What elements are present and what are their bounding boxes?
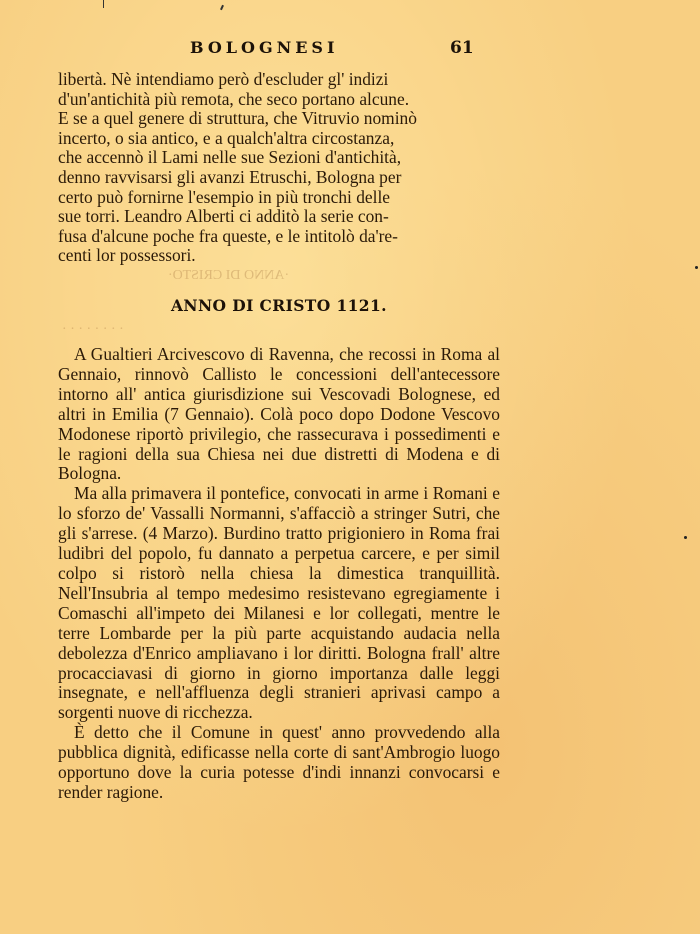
text-line: libertà. Nè intendiamo però d'escluder gl' indizi (58, 69, 389, 89)
text-line: che accennò il Lami nelle sue Sezioni d'antichità, (58, 147, 402, 168)
page-header (60, 38, 500, 62)
scan-mark (103, 0, 104, 8)
section-title: ANNO DI CRISTO 1121. (171, 296, 387, 315)
intro-paragraph (58, 70, 500, 266)
text-line: centi lor possessori. (58, 245, 196, 266)
paragraph: Ma alla primavera il pontefice, convocati in arme i Romani e lo sforzo de' Vassalli Normanni, s'affacciò a stringer Sutri, che gli s'arrese. (4 Marzo). Burdino tratto prigioniero in Roma frai ludibri del popolo, fu dannato a perpetua carcere, e per simil colpo si ristorò nella chiesa la dimestica tranquillità. Nell'Insubria al tempo medesimo resistevano egregiamente i Comaschi all'impeto dei Milanesi e lor collegati, mentre le terre Lombarde per la più parte acquistando audacia nella debolezza d'Enrico ampliavano i lor diritti. Bologna frall' altre procacciavasi di giorno in giorno importanza dalle leggi insegnate, e nell'affluenza degli stranieri aprivasi campo a sorgenti nuove di ricchezza. (58, 483, 500, 723)
page-number: 61 (450, 38, 474, 58)
paragraph: A Gualtieri Arcivescovo di Ravenna, che recossi in Roma al Gennaio, rinnovò Callisto le concessioni dell'antecessore intorno all' antica giurisdizione sui Vescovadi Bolognese, ed altri in Emilia (7 Gennaio). Colà poco dopo Dodone Vescovo Modonese riportò privilegio, che rassecurava i possedimenti e le ragioni della sua Chiesa nei due distretti di Modena e di Bologna. (58, 344, 500, 484)
text-line: certo può fornirne l'esempio in più tronchi delle (58, 186, 391, 207)
scan-mark (220, 5, 224, 10)
scan-speck (695, 266, 698, 269)
running-head: BOLOGNESI (190, 38, 339, 57)
scan-speck (684, 536, 687, 539)
text-line: sue torri. Leandro Alberti ci additò la serie con- (58, 206, 389, 227)
text-line: d'un'antichità più remota, che seco portano alcune. (58, 88, 410, 109)
text-line: E se a quel genere di struttura, che Vitruvio nominò (58, 108, 417, 129)
paragraph: È detto che il Comune in quest' anno provvedendo alla pubblica dignità, edificasse nella corte di sant'Ambrogio luogo opportuno dove la curia potesse d'indi innanzi convocarsi e render ragione. (58, 722, 500, 802)
body-text (58, 345, 500, 803)
bleed-through: ·ANNO DI CRISTO· (168, 268, 290, 283)
text-line: denno ravvisarsi gli avanzi Etruschi, Bologna per (58, 166, 402, 187)
bleed-through: · · · · · · · · (62, 322, 124, 337)
text-line: fusa d'alcune poche fra queste, e le intitolò da're- (58, 225, 398, 246)
text-line: incerto, o sia antico, e a qualch'altra circostanza, (58, 127, 395, 148)
